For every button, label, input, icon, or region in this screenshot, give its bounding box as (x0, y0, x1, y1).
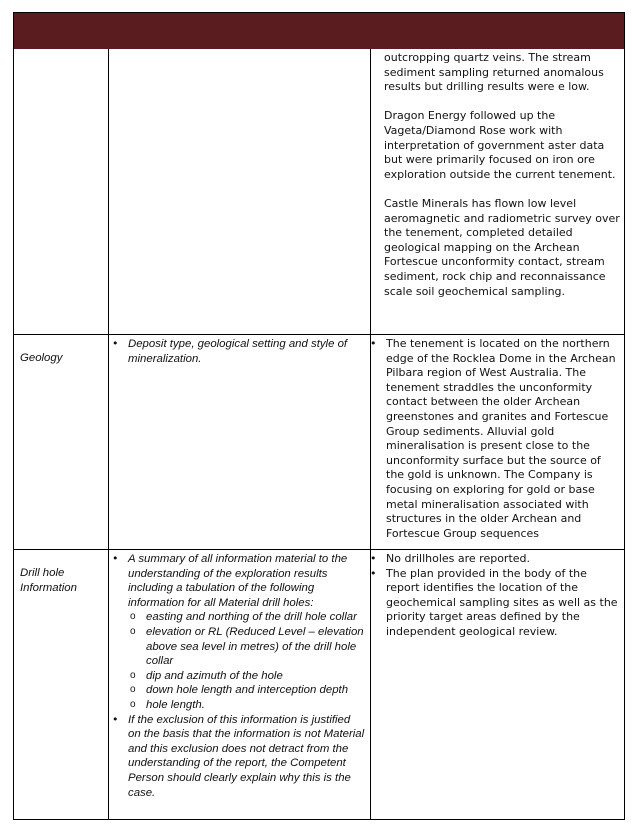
exploration-commentary (384, 51, 622, 299)
table-header-bar (14, 13, 624, 49)
geology-commentary (370, 337, 622, 541)
row-divider (14, 334, 624, 335)
paragraph: outcropping quartz veins. The stream sediment sampling returned anomalous results but drilling results were e low. (384, 51, 604, 94)
list-item: • No drillholes are reported. (370, 552, 622, 567)
column-divider (108, 49, 109, 819)
sub-list-item: o easting and northing of the drill hole collar (130, 610, 366, 625)
list-item: • Deposit type, geological setting and style of mineralization. (112, 337, 366, 366)
geology-label: Geology (20, 352, 63, 364)
list-item: • If the exclusion of this information is justified on the basis that the information is not Material and this exclusion does not detract from the understanding of the report, the Competent Person should clearly explain why this is the case. (112, 713, 366, 801)
sub-list-item: o dip and azimuth of the hole (130, 669, 366, 684)
list-item: • The plan provided in the body of the report identifies the location of the geochemical sampling sites as well as the priority target areas defined by the independent geological review. (370, 567, 622, 640)
sub-list-item: o down hole length and interception depth (130, 683, 366, 698)
geology-criteria (112, 337, 366, 366)
criteria-text: A summary of all information material to the understanding of the exploration results including a tabulation of the following information for all Material drill holes: (128, 553, 348, 609)
drill-criteria (112, 552, 366, 800)
paragraph: Dragon Energy followed up the Vageta/Diamond Rose work with interpretation of government aster data but were primarily focused on iron ore exploration outside the current tenement. (384, 109, 616, 181)
list-item (112, 552, 366, 713)
sub-list-item: o elevation or RL (Reduced Level – elevation above sea level in metres) of the drill hole collar (130, 625, 366, 669)
drill-commentary (370, 552, 622, 640)
drill-label: Drill hole Information (20, 567, 77, 594)
list-item: • The tenement is located on the northern edge of the Rocklea Dome in the Archean Pilbara region of West Australia. The tenement straddles the unconformity contact between the older Archean greenstones and granites and Fortescue Group sediments. Alluvial gold mineralisation is present close to the unconformity surface but the source of the gold is unknown. The Company is focusing on exploring for gold or base metal mineralisation associated with structures in the older Archean and Fortescue Group sequences (370, 337, 622, 541)
row-divider (14, 549, 624, 550)
jorc-table (13, 12, 625, 820)
paragraph: Castle Minerals has flown low level aeromagnetic and radiometric survey over the tenement, completed detailed geological mapping on the Archean Fortescue unconformity contact, stream sediment, rock chip and reconnaissance scale soil geochemical sampling. (384, 196, 620, 298)
sub-list-item: o hole length. (130, 698, 366, 713)
